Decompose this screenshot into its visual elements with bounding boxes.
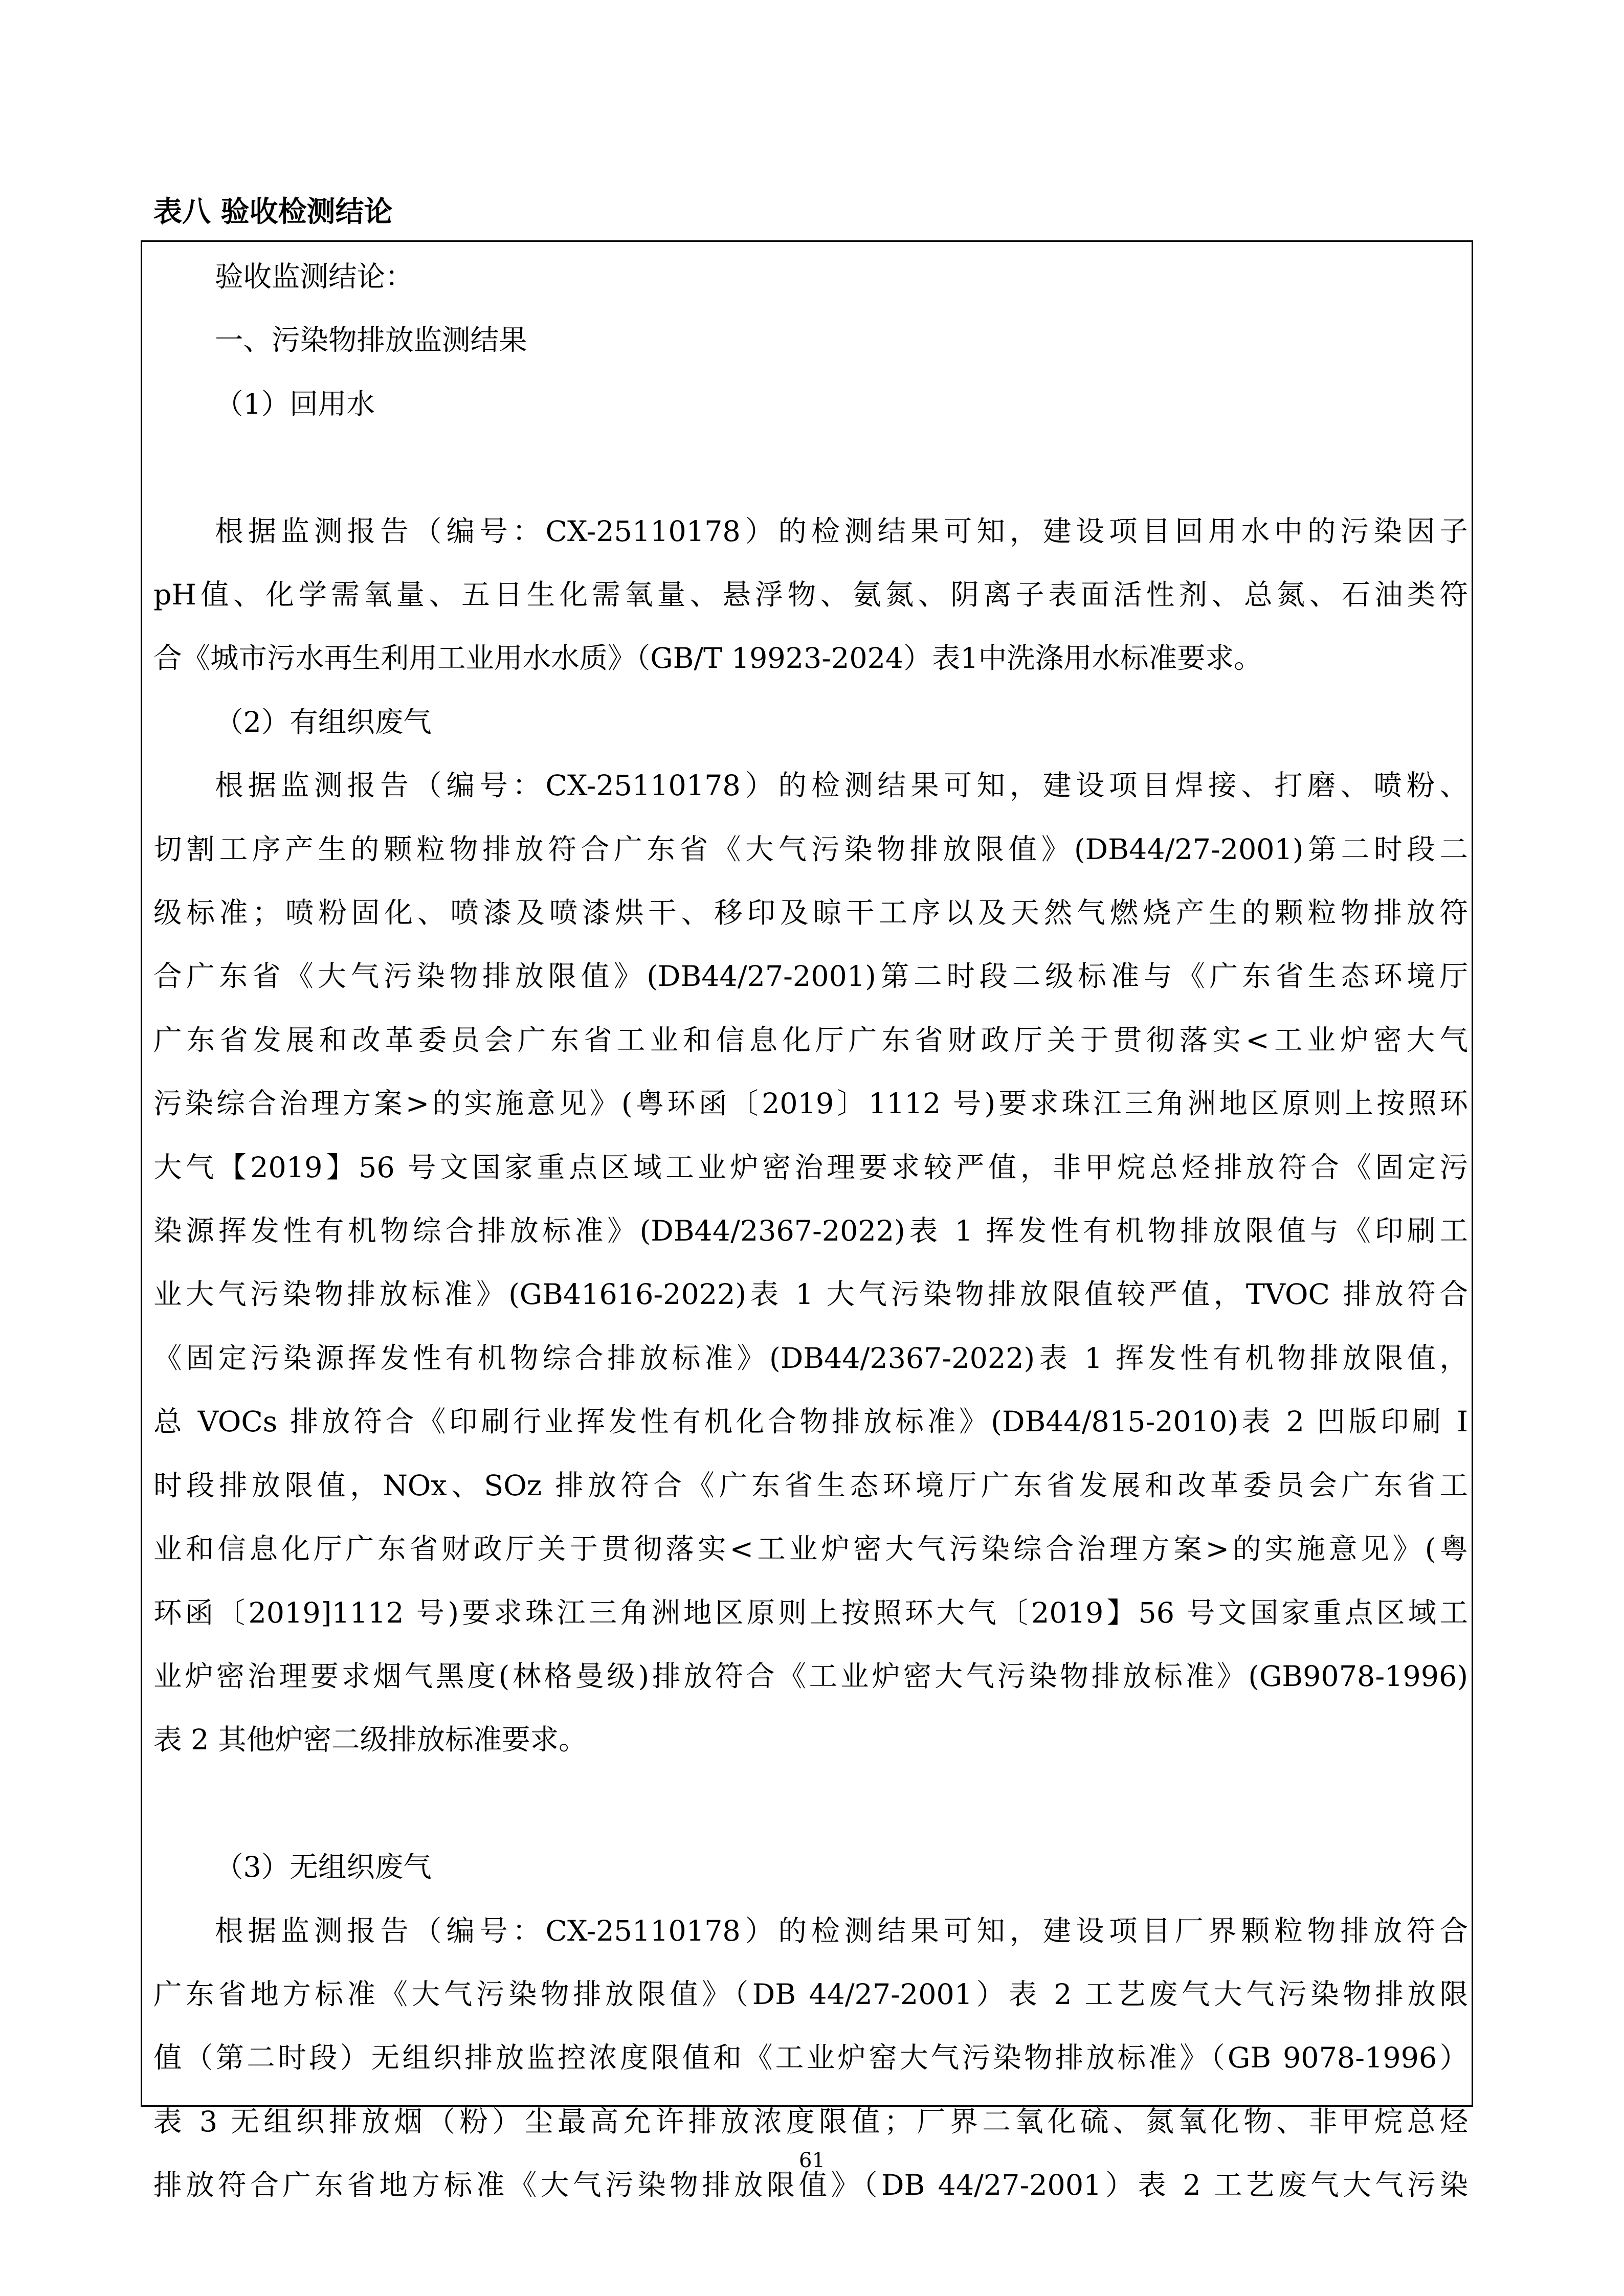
paragraph-line: 根据监测报告（编号：CX-25110178）的检测结果可知，建设项目焊接、打磨、喷粉、 bbox=[215, 769, 1468, 803]
paragraph-line: 业大气污染物排放标准》(GB41616-2022)表 1 大气污染物排放限值较严值，TVOC 排放符合 bbox=[153, 1278, 1468, 1312]
paragraph-line: 合广东省《大气污染物排放限值》(DB44/27-2001)第二时段二级标准与《广东省生态环境厅 bbox=[153, 960, 1468, 994]
paragraph-line: 切割工序产生的颗粒物排放符合广东省《大气污染物排放限值》(DB44/27-2001)第二时段二 bbox=[153, 832, 1468, 866]
paragraph-line: 表 3 无组织排放烟（粉）尘最高允许排放浓度限值；厂界二氧化硫、氮氧化物、非甲烷总烃 bbox=[153, 2105, 1468, 2139]
subheading-line: （1）回用水 bbox=[215, 387, 375, 421]
blank-line bbox=[153, 1772, 1468, 1836]
paragraph-line: 污染综合治理方案>的实施意见》(粤环函〔2019〕1112 号)要求珠江三角洲地区原则上按照环 bbox=[153, 1087, 1468, 1121]
paragraph-line: 业炉密治理要求烟气黑度(林格曼级)排放符合《工业炉密大气污染物排放标准》(GB9078-1996) bbox=[153, 1659, 1468, 1693]
blank-line bbox=[153, 436, 1468, 500]
subheading-line: （2）有组织废气 bbox=[215, 705, 432, 739]
paragraph-line: 根据监测报告（编号：CX-25110178）的检测结果可知，建设项目厂界颗粒物排放符合 bbox=[215, 1914, 1468, 1948]
paragraph-line: 大气【2019】56 号文国家重点区域工业炉密治理要求较严值，非甲烷总烃排放符合《固定污 bbox=[153, 1151, 1468, 1184]
paragraph-line: 验收监测结论： bbox=[215, 260, 414, 294]
paragraph-line: 根据监测报告（编号：CX-25110178）的检测结果可知，建设项目回用水中的污染因子 bbox=[215, 514, 1468, 548]
section-title: 表八 验收检测结论 bbox=[153, 195, 393, 229]
conclusion-body bbox=[153, 245, 1468, 2218]
paragraph-line: 环函〔2019]1112 号)要求珠江三角洲地区原则上按照环大气〔2019】56 号文国家重点区域工 bbox=[153, 1596, 1468, 1630]
subheading-line: （3）无组织废气 bbox=[215, 1851, 432, 1884]
paragraph-line: 染源挥发性有机物综合排放标准》(DB44/2367-2022)表 1 挥发性有机物排放限值与《印刷工 bbox=[153, 1214, 1468, 1248]
paragraph-line: pH值、化学需氧量、五日生化需氧量、悬浮物、氨氮、阴离子表面活性剂、总氮、石油类符 bbox=[153, 578, 1468, 612]
paragraph-line: 广东省地方标准《大气污染物排放限值》（DB 44/27-2001）表 2 工艺废气大气污染物排放限 bbox=[153, 1977, 1468, 2011]
paragraph-line: 值（第二时段）无组织排放监控浓度限值和《工业炉窑大气污染物排放标准》（GB 9078-1996） bbox=[153, 2041, 1468, 2075]
paragraph-line: 总 VOCs 排放符合《印刷行业挥发性有机化合物排放标准》(DB44/815-2010)表 2 凹版印刷 I bbox=[153, 1405, 1468, 1439]
paragraph-line: 《固定污染源挥发性有机物综合排放标准》(DB44/2367-2022)表 1 挥发性有机物排放限值， bbox=[153, 1341, 1468, 1375]
paragraph-line: 广东省发展和改革委员会广东省工业和信息化厅广东省财政厅关于贯彻落实<工业炉密大气 bbox=[153, 1023, 1468, 1057]
paragraph-line: 排放符合广东省地方标准《大气污染物排放限值》（DB 44/27-2001）表 2 工艺废气大气污染 bbox=[153, 2169, 1468, 2202]
paragraph-line: 业和信息化厅广东省财政厅关于贯彻落实<工业炉密大气污染综合治理方案>的实施意见》(粤 bbox=[153, 1533, 1468, 1566]
heading-line: 一、污染物排放监测结果 bbox=[215, 324, 527, 357]
page-number: 61 bbox=[799, 2149, 825, 2172]
paragraph-line: 表 2 其他炉密二级排放标准要求。 bbox=[153, 1723, 587, 1757]
paragraph-line: 合《城市污水再生利用工业用水水质》（GB/T 19923-2024）表1中洗涤用水标准要求。 bbox=[153, 642, 1262, 676]
paragraph-line: 级标准；喷粉固化、喷漆及喷漆烘干、移印及晾干工序以及天然气燃烧产生的颗粒物排放符 bbox=[153, 896, 1468, 930]
paragraph-line: 时段排放限值，NOx、SOz 排放符合《广东省生态环境厅广东省发展和改革委员会广东省工 bbox=[153, 1469, 1468, 1502]
